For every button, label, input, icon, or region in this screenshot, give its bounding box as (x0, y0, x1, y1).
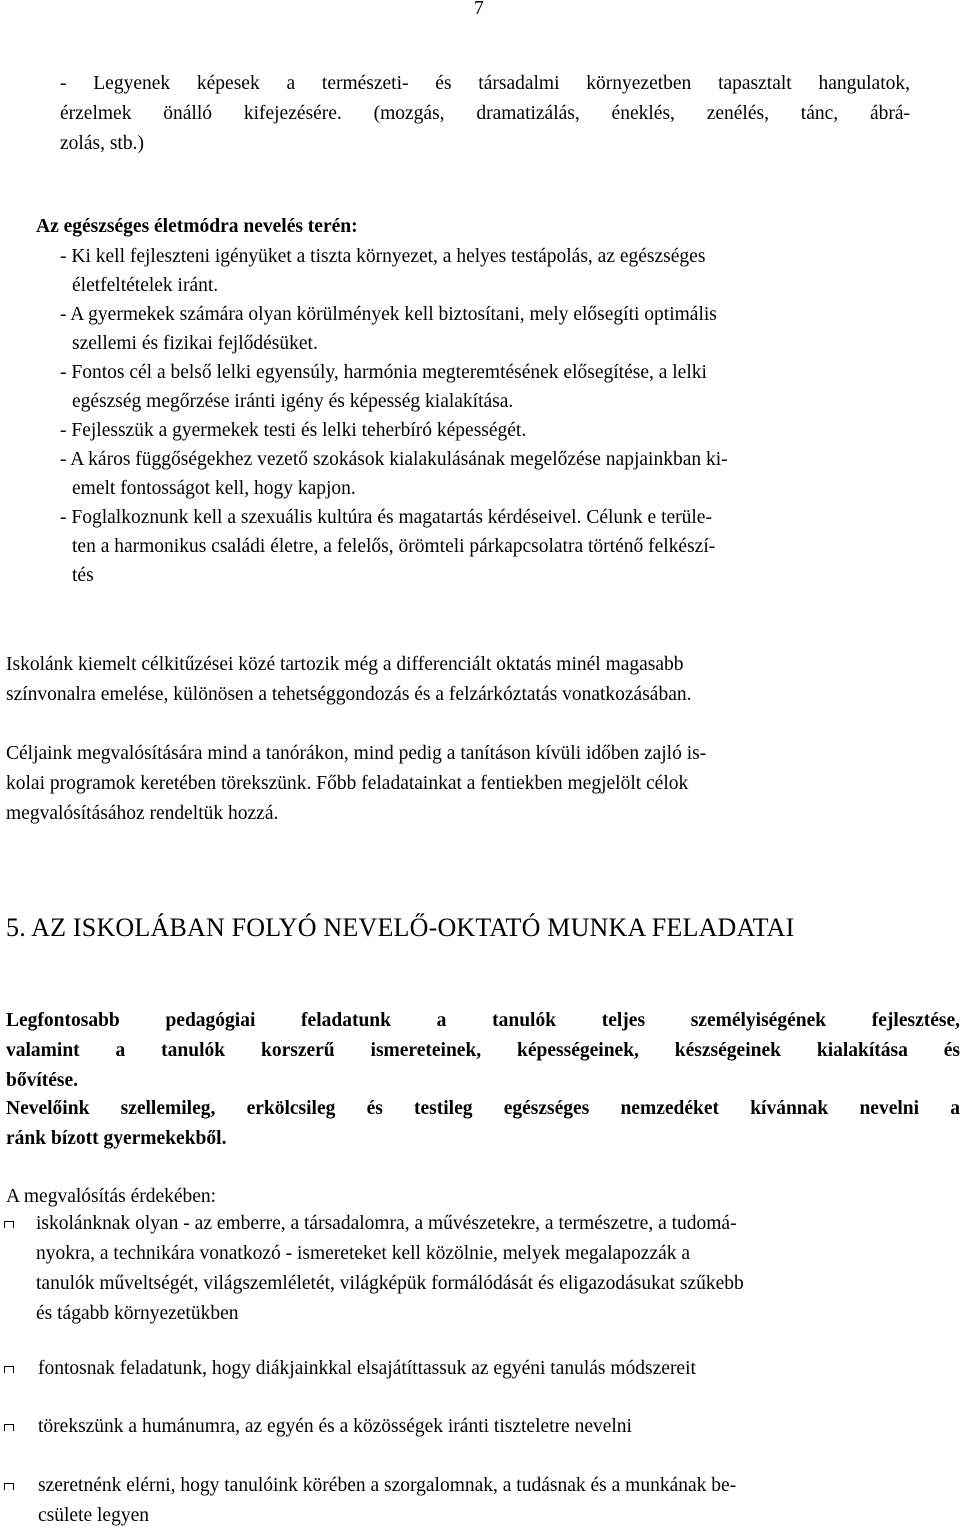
text-line: nyokra, a technikára vonatkozó - ismereteket kell közölnie, melyek megalapozzák a (36, 1243, 691, 1264)
text-line: szeretnénk elérni, hogy tanulóink körében a szorgalomnak, a tudásnak és a munkának be- (38, 1475, 737, 1496)
realization-list-item (0, 1209, 940, 1329)
text-line: zolás, stb.) (60, 133, 144, 154)
text-line: ránk bízott gyermekekből. (6, 1128, 227, 1149)
realization-intro (6, 1182, 960, 1212)
health-items (60, 242, 902, 590)
text-line: A megvalósítás érdekében: (6, 1186, 217, 1207)
text-line: csülete legyen (38, 1505, 149, 1526)
text-line: szellemi és fizikai fejlődésüket. (72, 333, 318, 354)
realization-list-item (0, 1354, 940, 1384)
text-line: iskolánknak olyan - az emberre, a társadalomra, a művészetekre, a természetre, a tudomá- (36, 1213, 737, 1234)
text-line: kolai programok keretében törekszünk. Főbb feladatainkat a fentiekben megjelölt célok (6, 773, 689, 794)
text-line: Legfontosabb pedagógiai feladatunk a tanulók teljes személyiségének fejlesztése, (6, 1010, 960, 1031)
text-line: tés (72, 565, 94, 586)
main-task-paragraph (6, 1006, 960, 1096)
text-line: - Legyenek képesek a természeti- és társadalmi környezetben tapasztalt hangulatok, (60, 73, 910, 94)
section-heading (6, 913, 950, 943)
text-line: Nevelőink szellemileg, erkölcsileg és testileg egészséges nemzedéket kívánnak nevelni a (6, 1098, 960, 1119)
bullet-square-icon (4, 1221, 14, 1228)
text-line: - A gyermekek számára olyan körülmények kell biztosítani, mely elősegíti optimális (60, 304, 717, 325)
health-section (36, 212, 910, 242)
bullet-square-icon (4, 1424, 14, 1431)
text-line: egészség megőrzése iránti igény és képesség kialakítása. (72, 391, 514, 412)
text-line: érzelmek önálló kifejezésére. (mozgás, dramatizálás, éneklés, zenélés, tánc, ábrá- (60, 103, 910, 124)
text-line: életfeltételek iránt. (72, 275, 219, 296)
text-line: tanulók műveltségét, világszemléletét, világképük formálódását és eligazodásukat szűkebb (36, 1273, 744, 1294)
text-line: Céljaink megvalósítására mind a tanórákon, mind pedig a tanításon kívüli időben zajló is- (6, 743, 707, 764)
text-line: fontosnak feladatunk, hogy diákjainkkal elsajátíttassuk az egyéni tanulás módszereit (38, 1358, 696, 1379)
page-number: 7 (474, 0, 484, 19)
intro-paragraph (60, 69, 910, 159)
text-line: valamint a tanulók korszerű ismereteinek, képességeinek, készségeinek kialakítása és (6, 1040, 960, 1061)
bullet-square-icon (4, 1366, 14, 1373)
text-line: ten a harmonikus családi életre, a felelős, örömteli párkapcsolatra történő felkészí- (72, 536, 716, 557)
goals-paragraph (6, 650, 900, 710)
realization-list-item (0, 1412, 940, 1442)
text-line: megvalósításához rendeltük hozzá. (6, 803, 279, 824)
text-line: bővítése. (6, 1070, 79, 1091)
teachers-paragraph (6, 1094, 960, 1154)
text-line: - Fejlesszük a gyermekek testi és lelki teherbíró képességét. (60, 420, 527, 441)
text-line: és tágabb környezetükben (36, 1303, 239, 1324)
programs-paragraph (6, 739, 920, 829)
bullet-square-icon (4, 1483, 14, 1490)
text-line: törekszünk a humánumra, az egyén és a közösségek iránti tiszteletre nevelni (38, 1416, 632, 1437)
text-line: színvonalra emelése, különösen a tehetséggondozás és a felzárkóztatás vonatkozásában. (6, 684, 692, 705)
text-line: - A káros függőségekhez vezető szokások kialakulásának megelőzése napjainkban ki- (60, 449, 728, 470)
text-line: - Fontos cél a belső lelki egyensúly, harmónia megteremtésének elősegítése, a lelki (60, 362, 707, 383)
section-title: 5. AZ ISKOLÁBAN FOLYÓ NEVELŐ-OKTATÓ MUNKA FELADATAI (6, 913, 795, 942)
text-line: Iskolánk kiemelt célkitűzései közé tartozik még a differenciált oktatás minél magasabb (6, 654, 684, 675)
realization-list-item (0, 1471, 940, 1531)
health-title: Az egészséges életmódra nevelés terén: (36, 216, 358, 237)
text-line: emelt fontosságot kell, hogy kapjon. (72, 478, 356, 499)
text-line: - Ki kell fejleszteni igényüket a tiszta környezet, a helyes testápolás, az egészséges (60, 246, 706, 267)
text-line: - Foglalkoznunk kell a szexuális kultúra és magatartás kérdéseivel. Célunk e terüle- (60, 507, 712, 528)
